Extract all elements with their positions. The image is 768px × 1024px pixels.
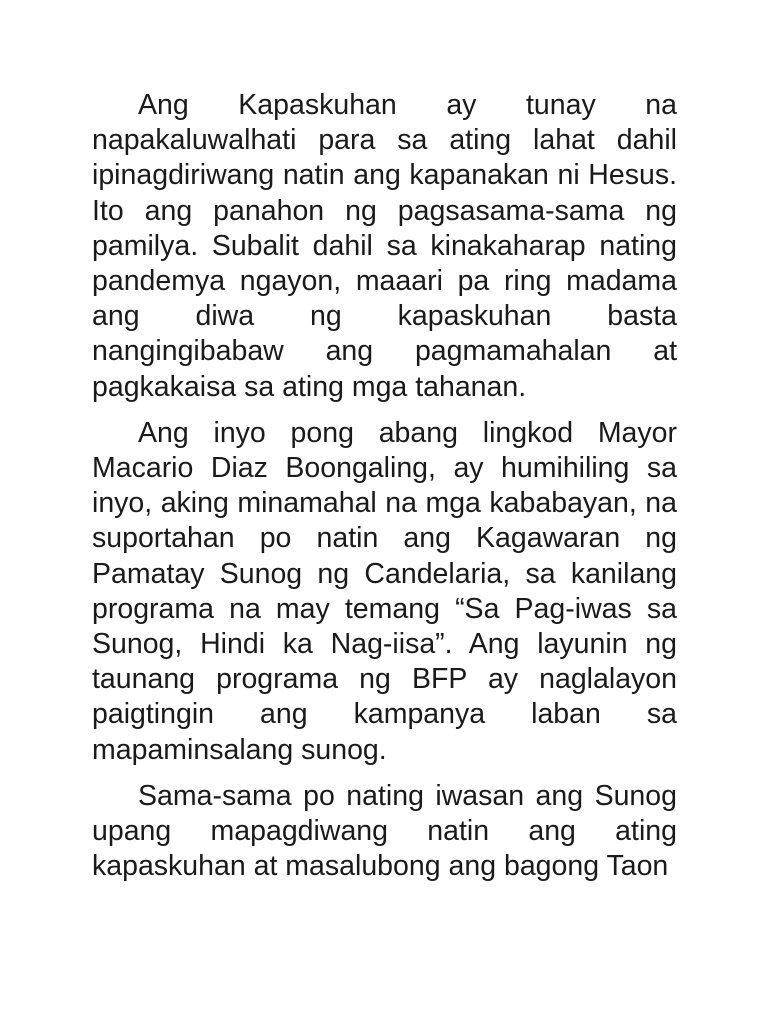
paragraph-christmas-message: Ang Kapaskuhan ay tunay na napakaluwalhati para sa ating lahat dahil ipinagdiriwang natin ang kapanakan ni Hesus. Ito ang panahon ng pagsasama-sama ng pamilya. Subalit dahil sa kinakaharap nating pandemya ngayon, maaari pa ring madama ang diwa ng kapaskuhan basta nangingibabaw ang pagmamahalan at pagkakaisa sa ating mga tahanan.: [92, 89, 677, 403]
paragraph-mayor-appeal: Ang inyo pong abang lingkod Mayor Macario Diaz Boongaling, ay humihiling sa inyo, aking minamahal na mga kababayan, na suportahan po natin ang Kagawaran ng Pamatay Sunog ng Candelaria, sa kanilang programa na may temang “Sa Pag-iwas sa Sunog, Hindi ka Nag-iisa”. Ang layunin ng taunang programa ng BFP ay naglalayon paigtingin ang kampanya laban sa mapaminsalang sunog.: [92, 416, 677, 766]
letter-body: [92, 88, 677, 895]
paragraph-fire-prevention: Sama-sama po nating iwasan ang Sunog upang mapagdiwang natin ang ating kapaskuhan at masalubong ang bagong Taon: [92, 779, 677, 883]
